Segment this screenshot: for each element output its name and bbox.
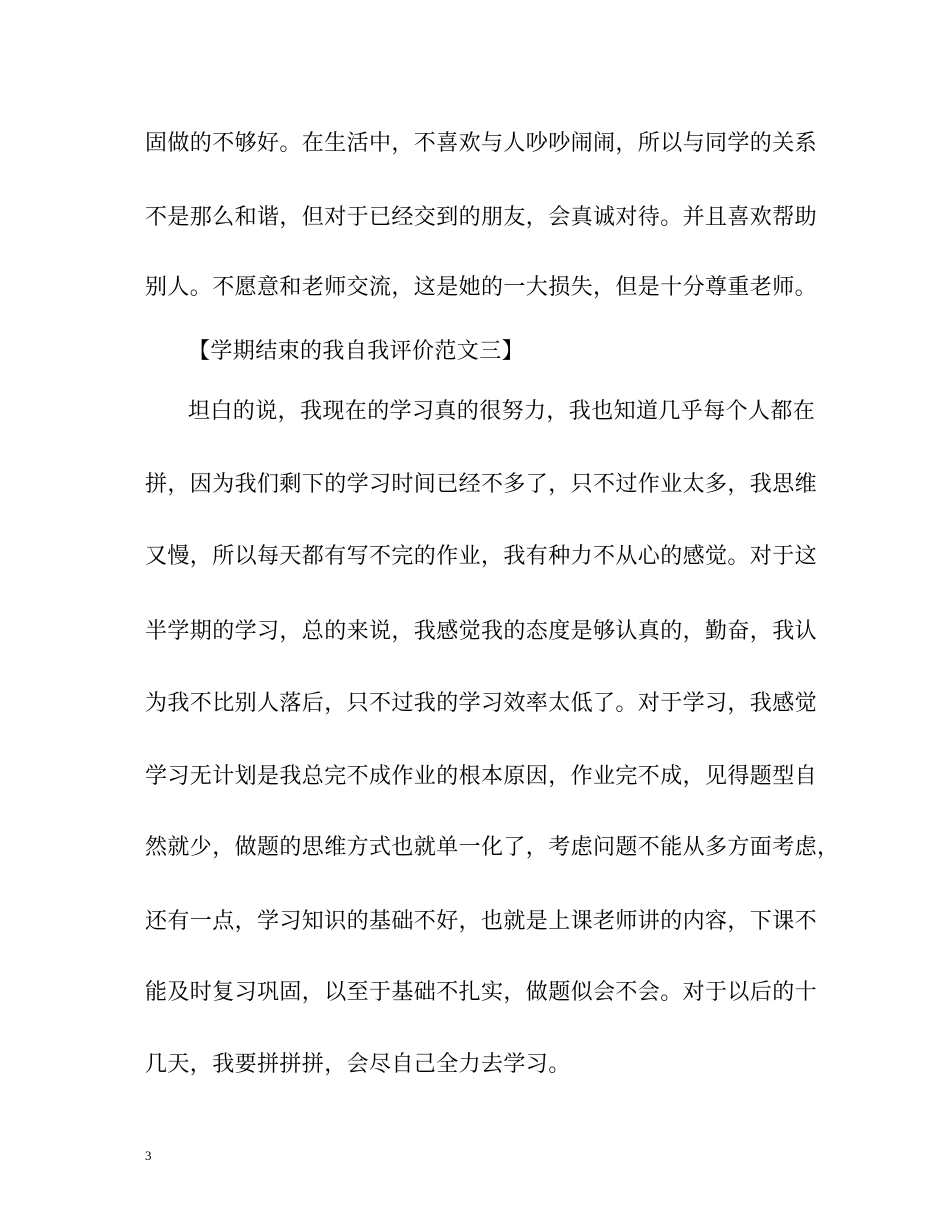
text-line: 还有一点，学习知识的基础不好，也就是上课老师讲的内容，下课不 (145, 909, 818, 934)
text-line: 为我不比别人落后，只不过我的学习效率太低了。对于学习，我感觉 (145, 691, 818, 716)
text-line: 别人。不愿意和老师交流，这是她的一大损失，但是十分尊重老师。 (145, 275, 818, 300)
text-line: 几天，我要拼拼拼，会尽自己全力去学习。 (145, 1052, 571, 1077)
text-line: 坦白的说，我现在的学习真的很努力，我也知道几乎每个人都在 (188, 399, 816, 424)
text-line: 半学期的学习，总的来说，我感觉我的态度是够认真的，勤奋，我认 (145, 619, 818, 644)
section-heading: 【学期结束的我自我评价范文三】 (188, 339, 525, 364)
text-line: 不是那么和谐，但对于已经交到的朋友，会真诚对待。并且喜欢帮助 (145, 205, 818, 230)
text-line: 固做的不够好。在生活中，不喜欢与人吵吵闹闹，所以与同学的关系 (145, 131, 818, 156)
text-line: 拼，因为我们剩下的学习时间已经不多了，只不过作业太多，我思维 (145, 472, 818, 497)
text-line: 能及时复习巩固，以至于基础不扎实，做题似会不会。对于以后的十 (145, 980, 818, 1005)
text-line: 学习无计划是我总完不成作业的根本原因，作业完不成，见得题型自 (145, 764, 818, 789)
text-line: 然就少，做题的思维方式也就单一化了，考虑问题不能从多方面考虑， (145, 835, 840, 860)
text-line: 又慢，所以每天都有写不完的作业，我有种力不从心的感觉。对于这 (145, 544, 818, 569)
page-number: 3 (145, 1148, 152, 1163)
